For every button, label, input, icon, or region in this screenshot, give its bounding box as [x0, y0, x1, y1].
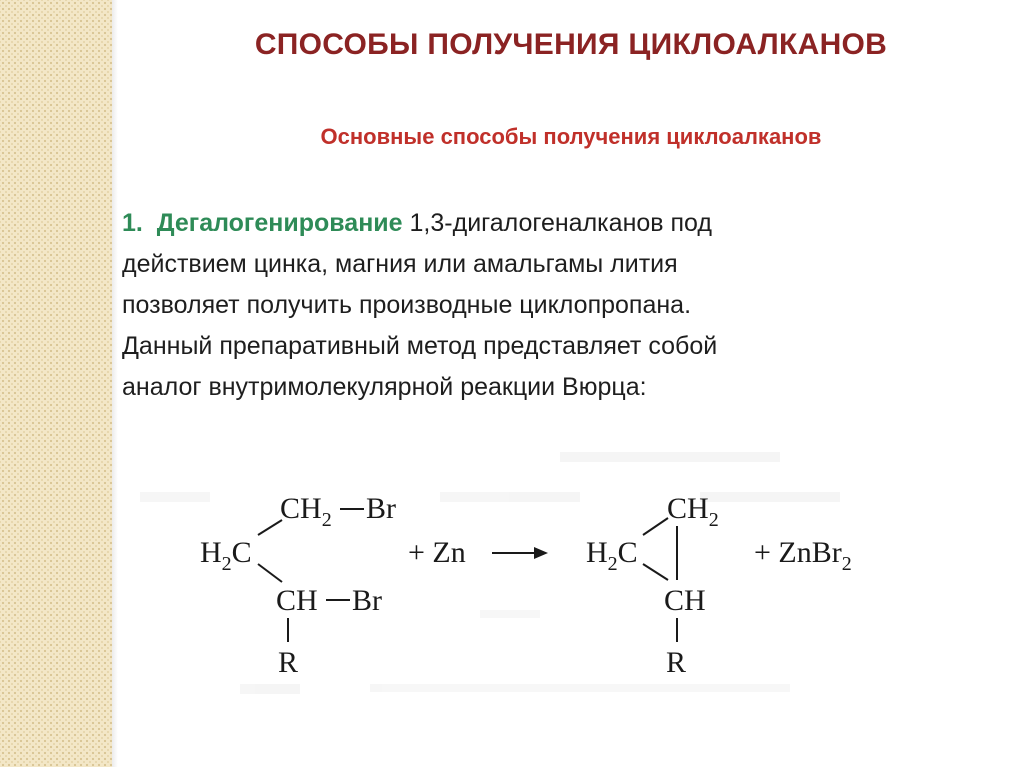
reactant-br-top: Br — [366, 492, 396, 525]
product-ch-label: CH — [664, 584, 706, 617]
reactant-molecule — [200, 492, 396, 679]
product-h2c-label: $H_2C$ — [586, 536, 638, 575]
byproduct-znbr2: + ZnBr$_2$ — [754, 536, 852, 575]
bond-h2c-ch2 — [258, 520, 282, 535]
reaction-scheme — [140, 440, 900, 710]
slide-title: СПОСОБЫ ПОЛУЧЕНИЯ ЦИКЛОАЛКАНОВ — [254, 28, 888, 61]
reactant-ch2-label: $CH_2$ — [280, 492, 332, 531]
bond-h2c-ch — [258, 564, 282, 582]
description-line: позволяет получить производные циклопропана. — [122, 291, 692, 319]
description-line: действием цинка, магния или амальгамы лития — [122, 250, 678, 278]
product-r-group: R — [666, 646, 687, 679]
slide-subtitle: Основные способы получения циклоалканов — [320, 124, 822, 149]
reactant-r-group: R — [278, 646, 299, 679]
ghost-background — [140, 452, 840, 694]
item-term: Дегалогенирование — [156, 209, 403, 237]
method-description — [122, 203, 982, 408]
description-line — [122, 203, 982, 244]
bond-h2c-ch2-ring — [643, 518, 668, 535]
product-molecule — [586, 492, 719, 679]
reactant-h2c-label: $H_2C$ — [200, 536, 252, 575]
bond-h2c-ch-ring — [643, 564, 668, 580]
side-strip-shadow — [112, 0, 118, 767]
description-first-line: 1,3-дигалогеналканов под — [409, 209, 712, 237]
decorative-side-strip — [0, 0, 112, 767]
reaction-arrow — [492, 547, 548, 559]
reactant-br-bottom: Br — [352, 584, 382, 617]
item-number: 1. — [122, 209, 143, 237]
reactant-ch-label: CH — [276, 584, 318, 617]
description-line: Данный препаративный метод представляет собой — [122, 332, 718, 360]
reagent-zn: + Zn — [408, 536, 466, 569]
product-ch2-label: $CH_2$ — [667, 492, 719, 531]
description-line: аналог внутримолекулярной реакции Вюрца: — [122, 373, 647, 401]
reaction-diagram — [140, 440, 900, 710]
